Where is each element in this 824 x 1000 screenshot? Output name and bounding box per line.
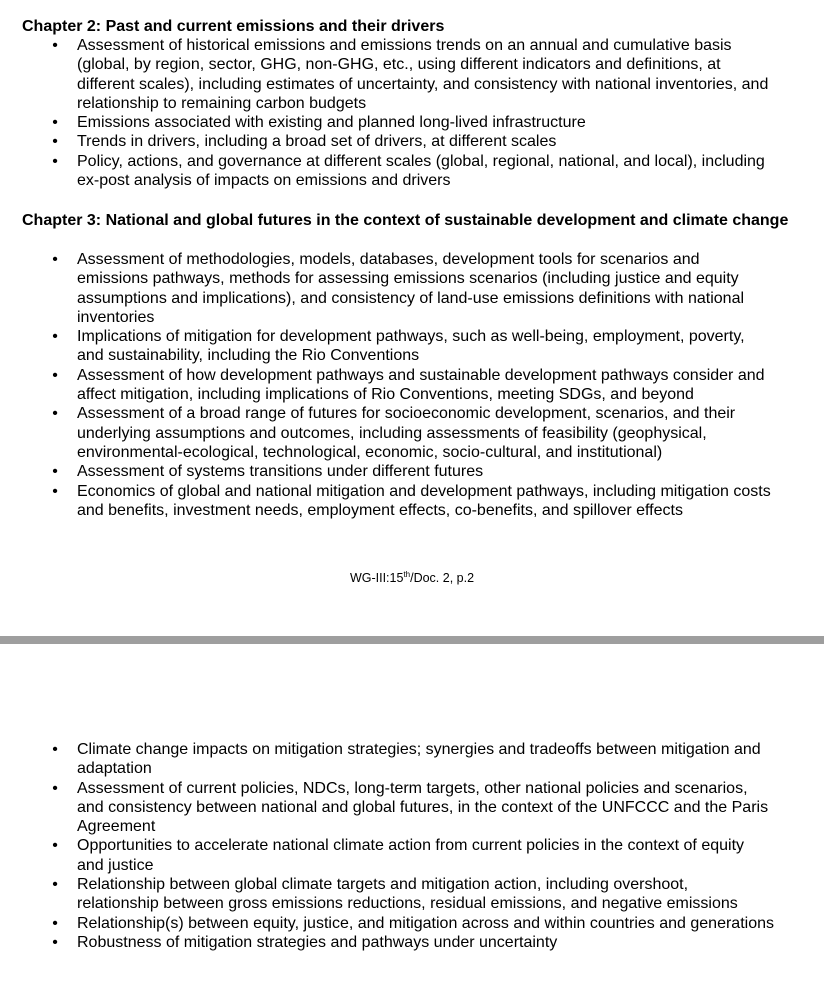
bullet-icon: • [52, 463, 58, 481]
list-item [0, 779, 824, 837]
list-item [0, 462, 824, 481]
bullet-icon: • [52, 152, 58, 170]
list-item-text: Assessment of how development pathways and sustainable development pathways consider and affect mitigation, including implications of Rio Conventions, meeting SDGs, and beyond [77, 366, 765, 404]
chapter-3-list [0, 250, 824, 520]
list-item [0, 327, 824, 366]
list-item-text: Robustness of mitigation strategies and pathways under uncertainty [77, 933, 558, 951]
list-item [0, 404, 824, 462]
list-item [0, 482, 824, 521]
page-footer [0, 570, 824, 586]
list-item-text: Climate change impacts on mitigation strategies; synergies and tradeoffs between mitigation and adaptation [77, 741, 761, 778]
list-item-text: Assessment of systems transitions under different futures [77, 463, 484, 481]
bullet-icon: • [52, 837, 58, 855]
list-item-text: Opportunities to accelerate national climate action from current policies in the context of equity and justice [77, 837, 745, 874]
chapter-2-heading: Chapter 2: Past and current emissions and their drivers [22, 18, 445, 35]
bullet-icon: • [52, 114, 58, 132]
bullet-icon: • [52, 328, 58, 346]
footer-prefix: WG-III:15 [349, 571, 404, 585]
list-item [0, 113, 824, 132]
list-item-text: Economics of global and national mitigation and development pathways, including mitigation costs and benefits, investment needs, employment effects, co-benefits, and spillover effects [77, 482, 771, 519]
list-item [0, 875, 824, 914]
list-item [0, 914, 824, 933]
list-item [0, 132, 824, 151]
list-item-text: Relationship between global climate targets and mitigation action, including overshoot, relationship between gross emissions reductions, residual emissions, and negative emissions [77, 876, 738, 913]
bullet-icon: • [52, 251, 58, 268]
footer-superscript: th [403, 570, 411, 579]
bullet-icon: • [52, 482, 58, 500]
list-item [0, 740, 824, 779]
list-item-text: Assessment of methodologies, models, databases, development tools for scenarios and emissions pathways, methods for assessing emissions scenarios (including justice and equity assumptions and implications), and consistency of land-use emissions definitions with national inventories [77, 251, 745, 326]
chapter-2-list [0, 36, 824, 190]
bullet-icon: • [52, 779, 58, 797]
list-item-text: Policy, actions, and governance at different scales (global, regional, national, and local), including ex-post analysis of impacts on emissions and drivers [77, 152, 765, 190]
bullet-icon: • [52, 133, 58, 151]
chapter-3-heading: Chapter 3: National and global futures in the context of sustainable development and climate change [22, 212, 789, 229]
list-item [0, 152, 824, 191]
list-item-text: Relationship(s) between equity, justice, and mitigation across and within countries and generations [77, 914, 774, 932]
bullet-icon: • [52, 876, 58, 894]
list-item [0, 250, 824, 327]
document-page-2 [0, 644, 824, 1000]
list-item-text: Assessment of a broad range of futures for socioeconomic development, scenarios, and their underlying assumptions and outcomes, including assessments of feasibility (geophysical, environmental-ecological, technological, economic, socio-cultural, and institutional) [77, 405, 736, 461]
bullet-icon: • [52, 914, 58, 932]
list-item-text: Assessment of current policies, NDCs, long-term targets, other national policies and scenarios, and consistency between national and global futures, in the context of the UNFCCC and the Paris Agreement [77, 779, 769, 836]
chapter-3-list-continued [0, 740, 824, 952]
bullet-icon: • [52, 933, 58, 951]
bullet-icon: • [52, 405, 58, 423]
list-item-text: Emissions associated with existing and planned long-lived infrastructure [77, 114, 586, 132]
list-item-text: Trends in drivers, including a broad set of drivers, at different scales [77, 133, 557, 151]
bullet-icon: • [52, 741, 58, 758]
list-item-text: Implications of mitigation for development pathways, such as well-being, employment, poverty, and sustainability, including the Rio Conventions [77, 328, 745, 365]
list-item-text: Assessment of historical emissions and emissions trends on an annual and cumulative basis (global, by region, sector, GHG, non-GHG, etc., using different indicators and definitions, at different scales), including estimates of uncertainty, and consistency with national inventories, and relationship to remaining carbon budgets [77, 37, 769, 112]
bullet-icon: • [52, 37, 58, 54]
page-separator [0, 636, 824, 644]
footer-suffix: /Doc. 2, p.2 [410, 571, 475, 585]
list-item [0, 933, 824, 952]
list-item [0, 36, 824, 113]
list-item [0, 366, 824, 405]
list-item [0, 836, 824, 875]
bullet-icon: • [52, 366, 58, 384]
